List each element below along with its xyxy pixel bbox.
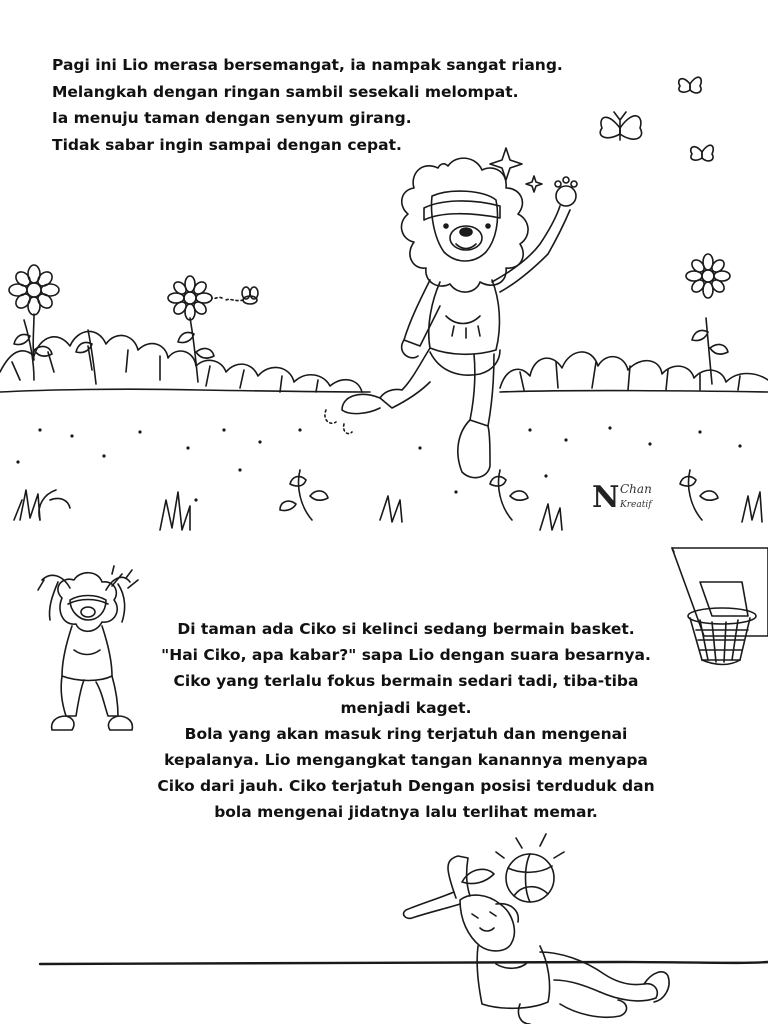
- story-line: menjadi kaget.: [340, 698, 472, 717]
- story-line: bola mengenai jidatnya lalu terlihat memar.: [214, 803, 598, 822]
- story-line: Ia menuju taman dengan senyum girang.: [52, 109, 412, 127]
- signature-subtitle: Kreatif: [620, 500, 652, 510]
- story-line: Ciko yang terlalu fokus bermain sedari tadi, tiba-tiba: [173, 672, 639, 691]
- flower-left-1: [9, 265, 59, 360]
- bush-line-right: [500, 318, 768, 392]
- bush-line-left: [0, 318, 370, 392]
- illustrator-signature: [592, 478, 652, 526]
- story-line: Tidak sabar ingin sampai dengan cepat.: [52, 135, 402, 154]
- lio-lion-jumping: [325, 148, 577, 478]
- ciko-rabbit-falling: [404, 834, 670, 1024]
- story-line: "Hai Ciko, apa kabar?" sapa Lio dengan suara besarnya.: [161, 646, 651, 665]
- signature-monogram: N: [592, 480, 620, 515]
- story-line: Pagi ini Lio merasa bersemangat, ia nampak sangat riang.: [52, 56, 563, 74]
- flower-right: [686, 254, 730, 298]
- story-line: Bola yang akan masuk ring terjatuh dan mengenai: [184, 724, 628, 743]
- story-line: kepalanya. Lio mengangkat tangan kanannya menyapa: [164, 751, 648, 770]
- flower-left-2: [168, 276, 212, 320]
- story-line: Melangkah dengan ringan sambil sesekali melompat.: [52, 82, 519, 101]
- signature-name: Chan: [620, 482, 652, 496]
- story-line: Ciko dari jauh. Ciko terjatuh Dengan posisi terduduk dan: [157, 777, 655, 796]
- bee-icon: [212, 287, 258, 304]
- story-paragraph-2: [118, 616, 694, 826]
- ground-line: [40, 962, 768, 964]
- story-line: Di taman ada Ciko si kelinci sedang bermain basket.: [177, 620, 635, 638]
- story-paragraph-1: [52, 52, 652, 158]
